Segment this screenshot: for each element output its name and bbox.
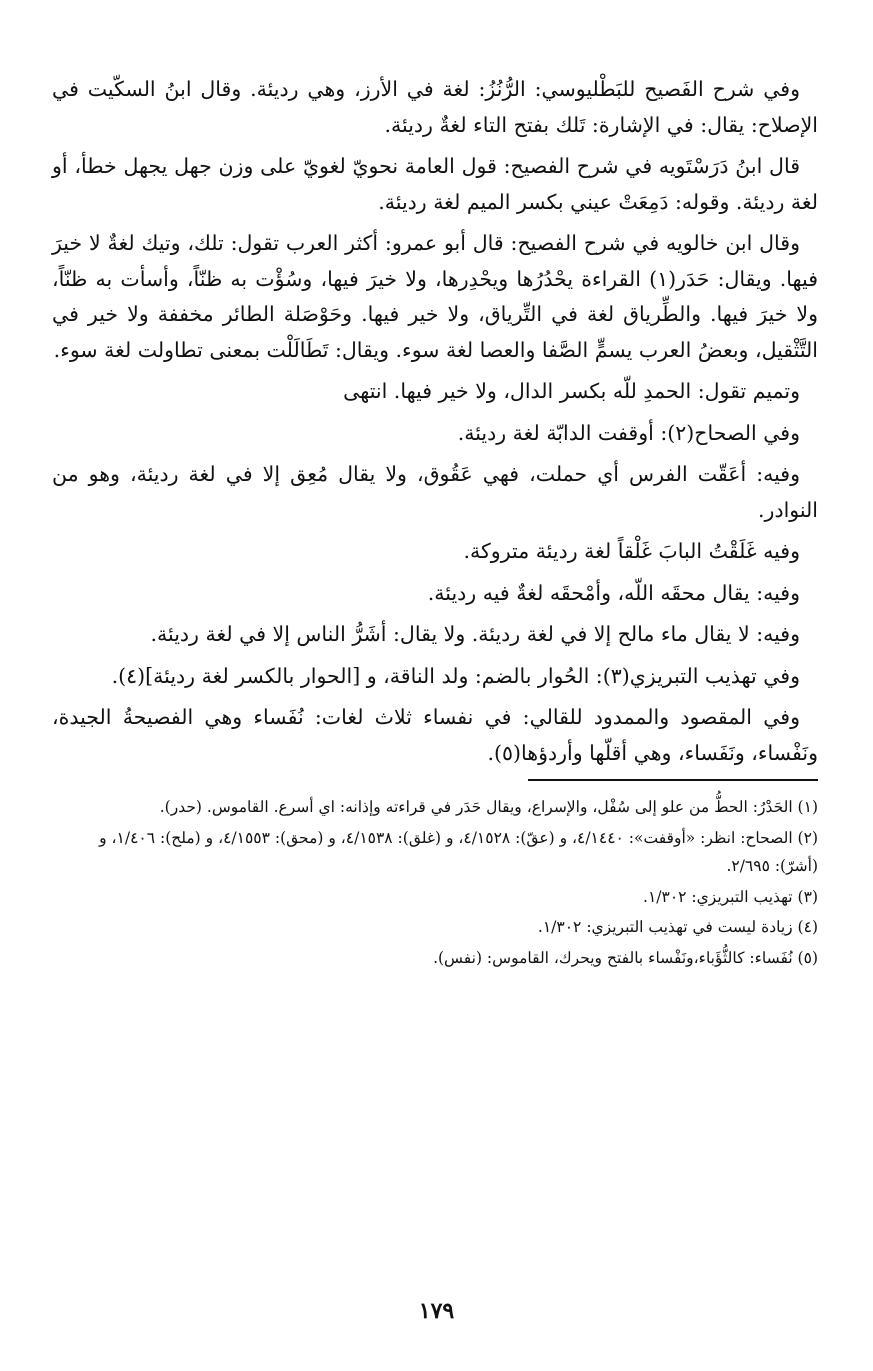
footnote-divider bbox=[528, 779, 818, 781]
main-text bbox=[52, 72, 818, 771]
paragraph: وفيه: لا يقال ماء مالح إلا في لغة رديئة. ولا يقال: أشَرُّ الناس إلا في لغة رديئة. bbox=[150, 622, 800, 646]
footnote: (١) الحَدْرُ: الحطُّ من علو إلى سُفْل، والإسراع، ويقال حَدَر في قراءته وإذانه: اي أسرع. القاموس. (حدر). bbox=[159, 798, 818, 816]
footnote: (٢) الصحاح: انظر: «أوقفت»: ٤/١٤٤٠، و (عقّ): ٤/١٥٢٨، و (غلق): ٤/١٥٣٨، و (محق): ٤/١٥٥٣، و (ملح): ١/٤٠٦، و (أشرّ): ٢/٦٩٥. bbox=[99, 828, 818, 875]
paragraph: وفيه: يقال محقَه اللّه، وأمْحقَه لغةٌ فيه رديئة. bbox=[427, 580, 800, 605]
paragraph: وفي تهذيب التبريزي(٣): الحُوار بالضم: ولد الناقة، و [الحوار بالكسر لغة رديئة](٤). bbox=[111, 663, 800, 688]
paragraph: قال ابنُ دَرَسْتَويه في شرح الفصيح: قول العامة نحويّ لغويّ على وزن جهل يجهل خطأ، أو لغة رديئة. وقوله: دَمِعَتْ عيني بكسر الميم لغة رديئة. bbox=[52, 154, 818, 214]
footnotes bbox=[52, 793, 818, 972]
page-number: ١٧٩ bbox=[418, 1298, 455, 1324]
paragraph: وقال ابن خالويه في شرح الفصيح: قال أبو عمرو: أكثر العرب تقول: تلك، وتيك لغةٌ لا خيرَ فيها. ويقال: حَدَر(١) القراءة يحْدُرُها ويحْدِرها، ولا خيرَ فيها، وسُؤْت به ظنّاً، وأسأت به ظنّاً، ولا خيرَ فيها. والطِّرياق لغة في التِّرياق، ولا خير فيها. وحَوْصَلة الطائر مخففة ولا خير في التَّثْقيل، وبعضُ العرب يسمٍّ الصَّفا والعصا لغة سوء. ويقال: تَطَالَلْت بمعنى تطاولت لغة سوء. bbox=[52, 231, 818, 362]
paragraph: وفيه غَلَقْتُ البابَ غَلْقاً لغة رديئة متروكة. bbox=[463, 539, 800, 563]
paragraph: وفيه: أعَقّت الفرس أي حملت، فهي عَقُوق، ولا يقال مُعِق إلا في لغة رديئة، وهو من النوادر. bbox=[52, 462, 818, 522]
paragraph: وفي شرح الفَصيح للبَطْليوسي: الرُّنُزُ: لغة في الأرز، وهي رديئة. وقال ابنُ السكّيت في الإصلاح: يقال: في الإشارة: تَلك بفتح التاء لغةٌ رديئة. bbox=[52, 77, 818, 137]
footnote: (٥) نُفَساء: كالثُّؤَباء،ونَفْساء بالفتح ويحرك، القاموس: (نفس). bbox=[433, 948, 818, 967]
book-page bbox=[52, 72, 818, 974]
paragraph: وفي المقصود والممدود للقالي: في نفساء ثلاث لغات: نُفَساء وهي الفصيحةُ الجيدة، ونَفْساء، ونَفَساء، وهي أقلّها وأردؤها(٥). bbox=[52, 705, 818, 765]
footnote: (٣) تهذيب التبريزي: ١/٣٠٢. bbox=[643, 887, 818, 906]
footnote: (٤) زيادة ليست في تهذيب التبريزي: ١/٣٠٢. bbox=[537, 918, 818, 936]
paragraph: وفي الصحاح(٢): أوقفت الدابّة لغة رديئة. bbox=[457, 420, 800, 445]
paragraph: وتميم تقول: الحمدِ للّه بكسر الدال، ولا خير فيها. انتهى bbox=[343, 379, 800, 403]
